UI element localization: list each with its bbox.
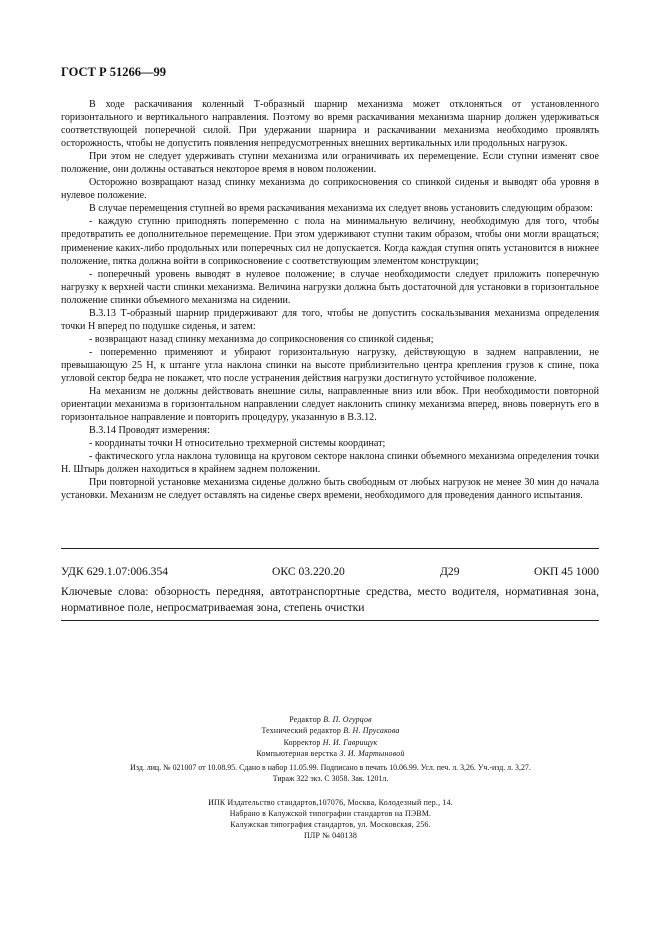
paragraph: - каждую ступню приподнять попеременно с пола на минимальную величину, необходимую для того, чтобы предотвратить ее дополнительное перемещение. При этом удерживают ступни таким образом, чтобы они могли вращаться; применение каких-либо продольных или поперечных сил не допускается. Когда каждая ступня опять установится в нижнее положение, пятка должна войти в соприкосновение с соответствующим элементом конструкции; (61, 216, 599, 267)
body-text (61, 98, 599, 502)
paragraph: При повторной установке механизма сиденье должно быть свободным от любых нагрузок не менее 30 мин до начала установки. Механизм не следует оставлять на сиденье сверх времени, необходимого для проведения данного испытания. (61, 477, 599, 502)
divider-top (61, 548, 599, 549)
credit-line: Редактор В. П. Огурцов (289, 715, 372, 724)
publisher-line: ИПК Издательство стандартов,107076, Москва, Колодезный пер., 14. (208, 798, 453, 807)
print-info-line: Тираж 322 экз. С 3058. Зак. 1201л. (272, 773, 389, 783)
page-header: ГОСТ Р 51266—99 (61, 65, 167, 79)
divider-bottom (61, 620, 599, 621)
paragraph: - возвращают назад спинку механизма до соприкосновения со спинкой сиденья; (89, 333, 434, 345)
credit-line: Корректор Н. И. Гаврищук (283, 737, 378, 747)
credits (0, 714, 661, 760)
paragraph: - попеременно применяют и убирают горизонтальную нагрузку, действующую в заднем направлении, не превышающую 25 Н, к штанге угла наклона спинки на высоте приблизительно центра крепления грузов к спине, пока угловой сектор бедра не покажет, что после устранения действия нагрузки достигнуто устойчивое положение. (61, 346, 599, 384)
paragraph: В.3.14 Проводят измерения: (89, 425, 210, 437)
paragraph: - координаты точки H относительно трехмерной системы координат; (89, 438, 386, 450)
oks-code: ОКС 03.220.20 (272, 565, 345, 578)
keywords: Ключевые слова: обзорность передняя, автотранспортные средства, место водителя, нормативная зона, нормативное поле, непросматриваемая зона, степень очистки (61, 585, 599, 614)
publisher-line: ПЛР № 040138 (304, 831, 357, 840)
publisher-line: Калужская типография стандартов, ул. Московская, 256. (230, 820, 431, 829)
paragraph: - поперечный уровень выводят в нулевое положение; в случае необходимости следует приложить поперечную нагрузку к верхней части спинки механизма. Величина нагрузки должна быть достаточной для установки в горизонтальное положение спинки объемного механизма на сидении. (61, 268, 599, 306)
paragraph: В случае перемещения ступней во время раскачивания механизма их следует вновь установить следующим образом: (89, 203, 593, 215)
paragraph: В ходе раскачивания коленный Т-образный шарнир механизма может отклоняться от установленного горизонтального и вертикального направления. Поэтому во время раскачивания механизма шарнир должен удерживаться соответствующей поперечной силой. При удержании шарнира и раскачивании механизма необходимо проявлять осторожность, чтобы не допустить появления непредусмотренных внешних вертикальных или продольных нагрузок. (61, 99, 599, 150)
paragraph: В.3.13 Т-образный шарнир придерживают для того, чтобы не допустить соскальзывания механизма определения точки H вперед по подушке сиденья, и затем: (61, 307, 599, 332)
paragraph: На механизм не должны действовать внешние силы, направленные вниз или вбок. При необходимости повторной ориентации механизма в горизонтальном направлении следует наклонить спинку механизма вперед, вновь повернуть его в горизонтальное направление и повторить процедуру, указанную в В.3.12. (61, 386, 599, 424)
paragraph: Осторожно возвращают назад спинку механизма до соприкосновения со спинкой сиденья и выводят оба уровня в нулевое положение. (61, 177, 599, 202)
print-info (0, 763, 661, 784)
print-info-line: Изд. лиц. № 021007 от 10.08.95. Сдано в набор 11.05.99. Подписано в печать 10.06.99. Усл. печ. л. 3,26. Уч.-изд. л. 3,27. (130, 763, 531, 772)
credit-line: Компьютерная верстка З. И. Мартыновой (256, 749, 405, 759)
udk-code: УДК 629.1.07:006.354 (61, 565, 169, 578)
okp-code: ОКП 45 1000 (533, 565, 599, 578)
credit-line: Технический редактор В. Н. Прусакова (261, 726, 400, 736)
publisher-line: Набрано в Калужской типографии стандартов на ПЭВМ. (229, 809, 432, 818)
paragraph: При этом не следует удерживать ступни механизма или ограничивать их перемещение. Если ступни изменят свое положение, они должны оставаться некоторое время в новом положении. (61, 151, 599, 176)
publisher-info (0, 797, 661, 841)
paragraph: - фактического угла наклона туловища на круговом секторе наклона спинки объемного механизма определения точки H. Штырь должен находиться в крайнем заднем положении. (61, 451, 599, 476)
group-code: Д29 (440, 565, 460, 578)
